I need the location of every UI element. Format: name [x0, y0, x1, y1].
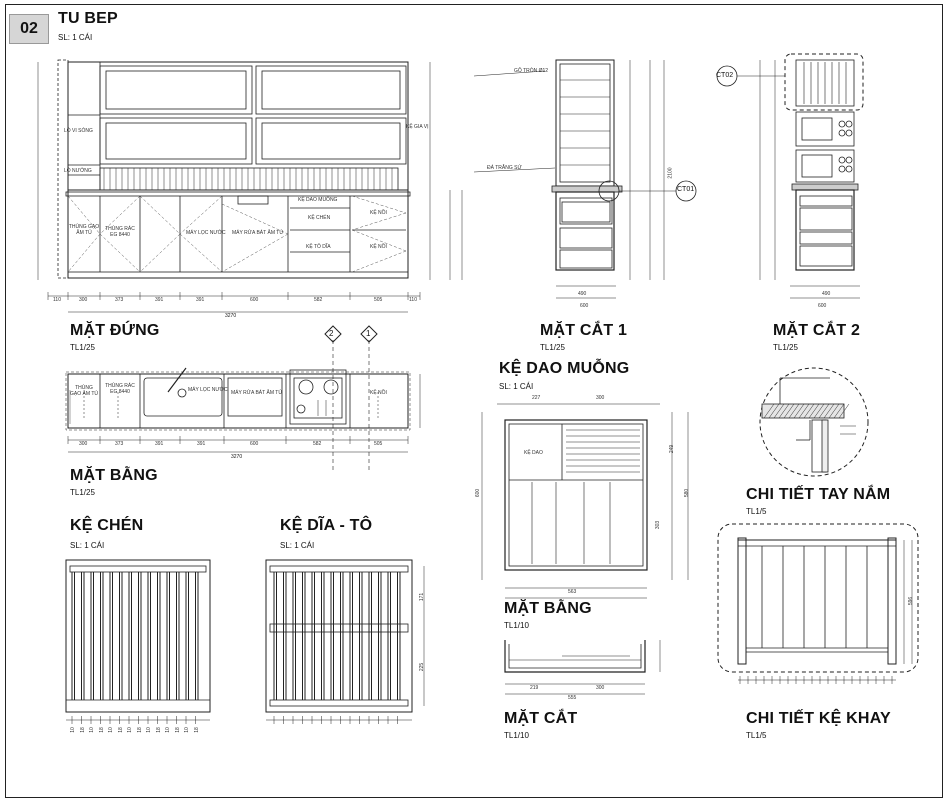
label-stone: ĐÁ TRẮNG SỨ: [487, 165, 522, 171]
front-dim-value: 110: [53, 297, 61, 303]
front-elevation: [38, 60, 462, 312]
section-marker-2-label: 2: [329, 329, 334, 338]
knife-plan-scale: TL1/10: [504, 621, 529, 630]
bowl-rack-dim-value: 10: [69, 727, 76, 733]
bowl-rack-dim-value: 18: [193, 727, 200, 733]
knife-section-title: MẶT CẮT: [504, 710, 578, 727]
plate-rack-dim-lower: 225: [419, 662, 426, 672]
label-spice: KỆ GIA VỊ: [406, 124, 429, 130]
bowl-rack-dim-value: 10: [164, 727, 171, 733]
knife-dim-h4: 303: [655, 520, 662, 530]
section1-total: 600: [580, 303, 589, 309]
section-cut-lines: [333, 340, 369, 470]
knife-plan-title: MẶT BẰNG: [504, 600, 592, 617]
sheet-quantity: SL: 1 CÁI: [58, 33, 93, 42]
front-plan: [66, 368, 420, 452]
tray-detail-scale: TL1/5: [746, 731, 767, 740]
knife-dim-h1: 600: [475, 488, 482, 498]
label-pots-lower: KỆ NỒI: [370, 244, 387, 250]
label-plates: KỆ TÔ DĨA: [306, 244, 331, 250]
handle-detail: [760, 368, 868, 476]
plate-rack-quantity: SL: 1 CÁI: [280, 541, 315, 550]
plan-dim-value: 600: [250, 441, 259, 447]
section-marker-1-label: 1: [366, 329, 371, 338]
label-knife-compartment: KỆ DAO: [524, 450, 543, 456]
plan-scale: TL1/25: [70, 488, 95, 497]
plan-total-dim: 3270: [231, 454, 243, 460]
plan-dim-value: 300: [79, 441, 88, 447]
plan-label-pots: KỆ NỒI: [370, 390, 387, 396]
tray-dim-height: 596: [908, 596, 915, 606]
bowl-rack-dim-value: 10: [183, 727, 190, 733]
bowl-rack-dim-value: 18: [98, 727, 105, 733]
label-pots-upper: KỆ NỒI: [370, 210, 387, 216]
knife-section-dim-total: 555: [568, 695, 577, 701]
plan-dim-value: 505: [374, 441, 383, 447]
label-bin: THÙNG RÁC EG 8440: [105, 226, 135, 238]
label-round-wood: GỖ TRÒN Ø12: [514, 68, 549, 74]
knife-dim-total: 563: [568, 589, 577, 595]
knife-section-scale: TL1/10: [504, 731, 529, 740]
label-bowls: KỆ CHÉN: [308, 215, 331, 221]
knife-dim-h2: 580: [684, 488, 691, 498]
bowl-rack-dim-value: 10: [88, 727, 95, 733]
tray-detail-title: CHI TIẾT KỆ KHAY: [746, 710, 891, 727]
knife-section-dim-a: 219: [530, 685, 539, 691]
bowl-rack-dim-value: 18: [155, 727, 162, 733]
front-dim-value: 582: [314, 297, 323, 303]
label-dishwasher: MÁY RỬA BÁT ÂM TỦ: [232, 230, 283, 236]
section2-scale: TL1/25: [773, 343, 798, 352]
front-dim-value: 110: [409, 297, 417, 303]
callout-ct02: CT02: [716, 72, 734, 79]
knife-rack-plan: [482, 404, 691, 598]
front-dim-value: 391: [196, 297, 205, 303]
label-filter: MÁY LỌC NƯỚC: [186, 230, 226, 236]
bowl-rack-dim-value: 10: [107, 727, 114, 733]
bowl-rack-dim-value: 10: [145, 727, 152, 733]
section1-depth: 490: [578, 291, 587, 297]
label-oven: LÒ NƯỚNG: [64, 168, 92, 174]
bowl-rack: [66, 560, 210, 724]
front-dim-value: 505: [374, 297, 383, 303]
bowl-rack-dim-value: 18: [174, 727, 181, 733]
sheet-number: 02: [9, 14, 49, 44]
front-dim-value: 391: [155, 297, 164, 303]
plan-label-dishwasher: MÁY RỬA BÁT ÂM TỦ: [231, 390, 282, 396]
front-elevation-title: MẶT ĐỨNG: [70, 322, 160, 339]
knife-section-dim-b: 300: [596, 685, 605, 691]
knife-dim-h3: 249: [669, 444, 676, 454]
plan-dim-value: 582: [313, 441, 322, 447]
front-dim-value: 300: [79, 297, 88, 303]
plan-label-bin: THÙNG RÁC EG 8440: [105, 383, 135, 395]
handle-detail-title: CHI TIẾT TAY NẮM: [746, 486, 891, 503]
plate-rack-title: KỆ DĨA - TÔ: [280, 517, 373, 534]
handle-detail-scale: TL1/5: [746, 507, 767, 516]
front-dim-value: 373: [115, 297, 124, 303]
section1-scale: TL1/25: [540, 343, 565, 352]
bowl-rack-dim-value: 10: [126, 727, 133, 733]
knife-rack-section: [505, 640, 660, 694]
bowl-rack-title: KỆ CHÉN: [70, 517, 144, 534]
plan-dim-value: 391: [197, 441, 206, 447]
label-microwave: LÒ VI SÓNG: [64, 128, 93, 134]
bowl-rack-dim-value: 18: [136, 727, 143, 733]
plate-rack-dim-upper: 171: [419, 592, 426, 602]
section2-title: MẶT CẮT 2: [773, 322, 861, 339]
knife-rack-title: KỆ DAO MUỖNG: [499, 360, 630, 377]
bowl-rack-quantity: SL: 1 CÁI: [70, 541, 105, 550]
callout-ct01: CT01: [677, 186, 695, 193]
section1-title: MẶT CẮT 1: [540, 322, 628, 339]
knife-dim-b: 300: [596, 395, 605, 401]
plate-rack: [266, 560, 424, 724]
front-elevation-scale: TL1/25: [70, 343, 95, 352]
knife-dim-a: 227: [532, 395, 541, 401]
front-total-dim: 3270: [225, 313, 237, 319]
section-2: [717, 54, 863, 298]
front-dim-value: 600: [250, 297, 259, 303]
bowl-rack-dim-value: 18: [117, 727, 124, 733]
knife-rack-quantity: SL: 1 CÁI: [499, 382, 534, 391]
bowl-rack-dim-value: 18: [79, 727, 86, 733]
sheet-title: TU BEP: [58, 10, 118, 27]
plan-label-rice: THÙNG GẠO ÂM TỦ: [70, 385, 98, 397]
section2-total: 600: [818, 303, 827, 309]
plan-dim-value: 373: [115, 441, 124, 447]
label-trash: THÙNG GẠO ÂM TỦ: [68, 224, 100, 236]
section1-height: 2100: [667, 167, 674, 179]
plan-label-filter: MÁY LỌC NƯỚC: [188, 387, 228, 393]
section-1: [474, 60, 696, 298]
plan-dim-value: 391: [155, 441, 164, 447]
section2-depth: 490: [822, 291, 831, 297]
label-knife: KỆ DAO MUỖNG: [298, 197, 338, 203]
tray-detail: [718, 524, 918, 684]
plan-title: MẶT BẰNG: [70, 467, 158, 484]
